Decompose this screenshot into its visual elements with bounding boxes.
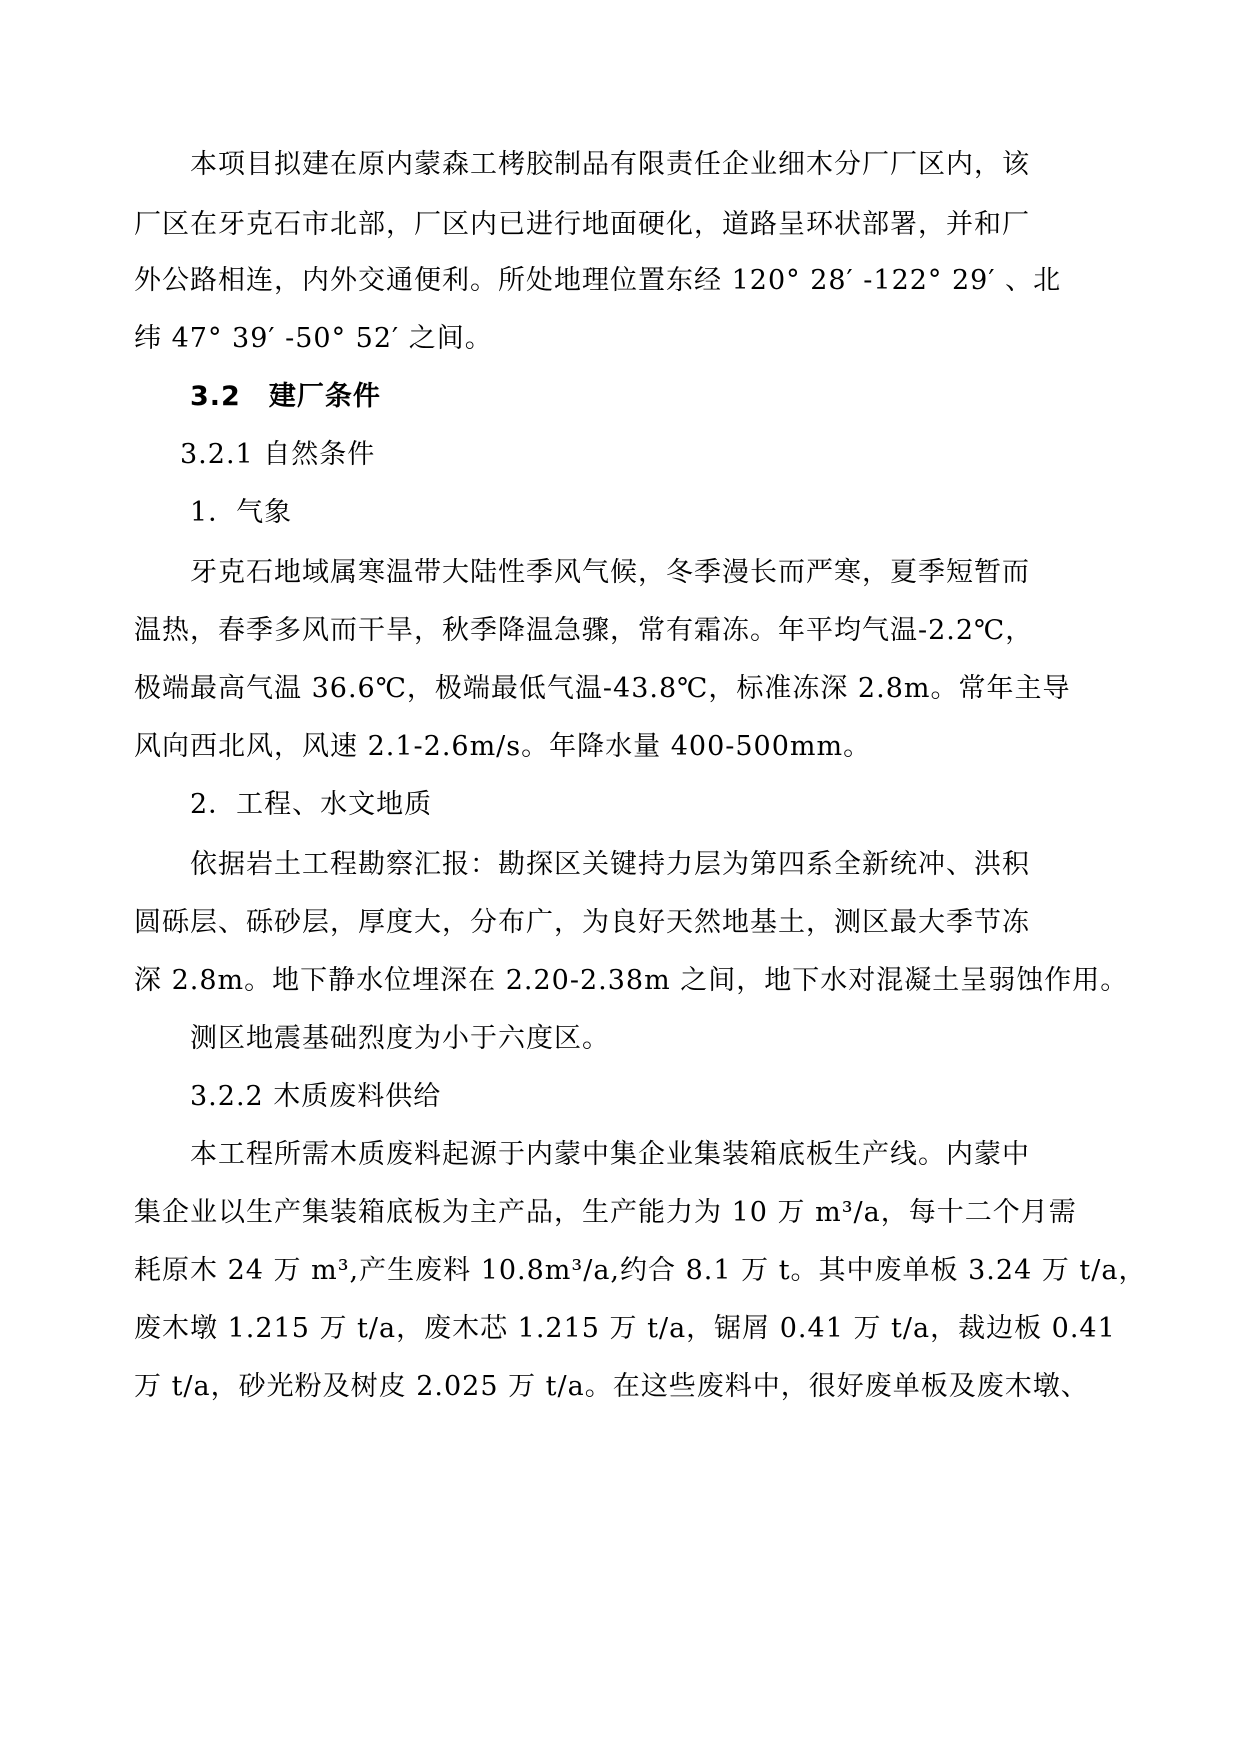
- paragraph-line: 本项目拟建在原内蒙森工栲胶制品有限责任企业细木分厂厂区内，该: [190, 149, 1030, 180]
- section-heading: [190, 380, 381, 414]
- paragraph-line: 依据岩土工程勘察汇报：勘探区关键持力层为第四系全新统冲、洪积: [190, 849, 1030, 880]
- paragraph-line: 厂区在牙克石市北部，厂区内已进行地面硬化，道路呈环状部署，并和厂: [134, 209, 1030, 240]
- paragraph-line: 深 2.8m。地下静水位埋深在 2.20-2.38m 之间，地下水对混凝土呈弱蚀作用。: [134, 965, 1129, 996]
- subsection-heading: 3.2.1 自然条件: [180, 439, 376, 470]
- paragraph-line: 圆砾层、砾砂层，厚度大，分布广，为良好天然地基土，测区最大季节冻: [134, 907, 1030, 938]
- paragraph-line: 极端最高气温 36.6℃，极端最低气温-43.8℃，标准冻深 2.8m。常年主导: [134, 673, 1071, 704]
- paragraph-line: 万 t/a，砂光粉及树皮 2.025 万 t/a。在这些废料中，很好废单板及废木墩、: [134, 1371, 1089, 1402]
- paragraph-line: 本工程所需木质废料起源于内蒙中集企业集装箱底板生产线。内蒙中: [190, 1139, 1030, 1170]
- paragraph-line: 集企业以生产集装箱底板为主产品，生产能力为 10 万 m³/a，每十二个月需: [134, 1197, 1077, 1228]
- section-number: 3.2: [190, 381, 241, 412]
- paragraph-line: 耗原木 24 万 m³,产生废料 10.8m³/a,约合 8.1 万 t。其中废单板 3.24 万 t/a，: [134, 1255, 1147, 1286]
- item-heading: 1．气象: [190, 497, 293, 528]
- paragraph-line: 牙克石地域属寒温带大陆性季风气候，冬季漫长而严寒，夏季短暂而: [190, 557, 1030, 588]
- paragraph-line: 温热，春季多风而干旱，秋季降温急骤，常有霜冻。年平均气温-2.2℃，: [134, 615, 1034, 646]
- section-title: 建厂条件: [268, 381, 381, 412]
- paragraph-line: 测区地震基础烈度为小于六度区。: [190, 1023, 610, 1054]
- paragraph-line: 风向西北风，风速 2.1-2.6m/s。年降水量 400-500mm。: [134, 731, 872, 762]
- subsection-heading: 3.2.2 木质废料供给: [190, 1081, 442, 1112]
- paragraph-line: 纬 47° 39′ -50° 52′ 之间。: [134, 323, 493, 354]
- item-heading: 2．工程、水文地质: [190, 789, 433, 820]
- paragraph-line: 废木墩 1.215 万 t/a，废木芯 1.215 万 t/a，锯屑 0.41 万 t/a，裁边板 0.41: [134, 1313, 1116, 1344]
- paragraph-line: 外公路相连，内外交通便利。所处地理位置东经 120° 28′ -122° 29′ 、北: [134, 265, 1062, 296]
